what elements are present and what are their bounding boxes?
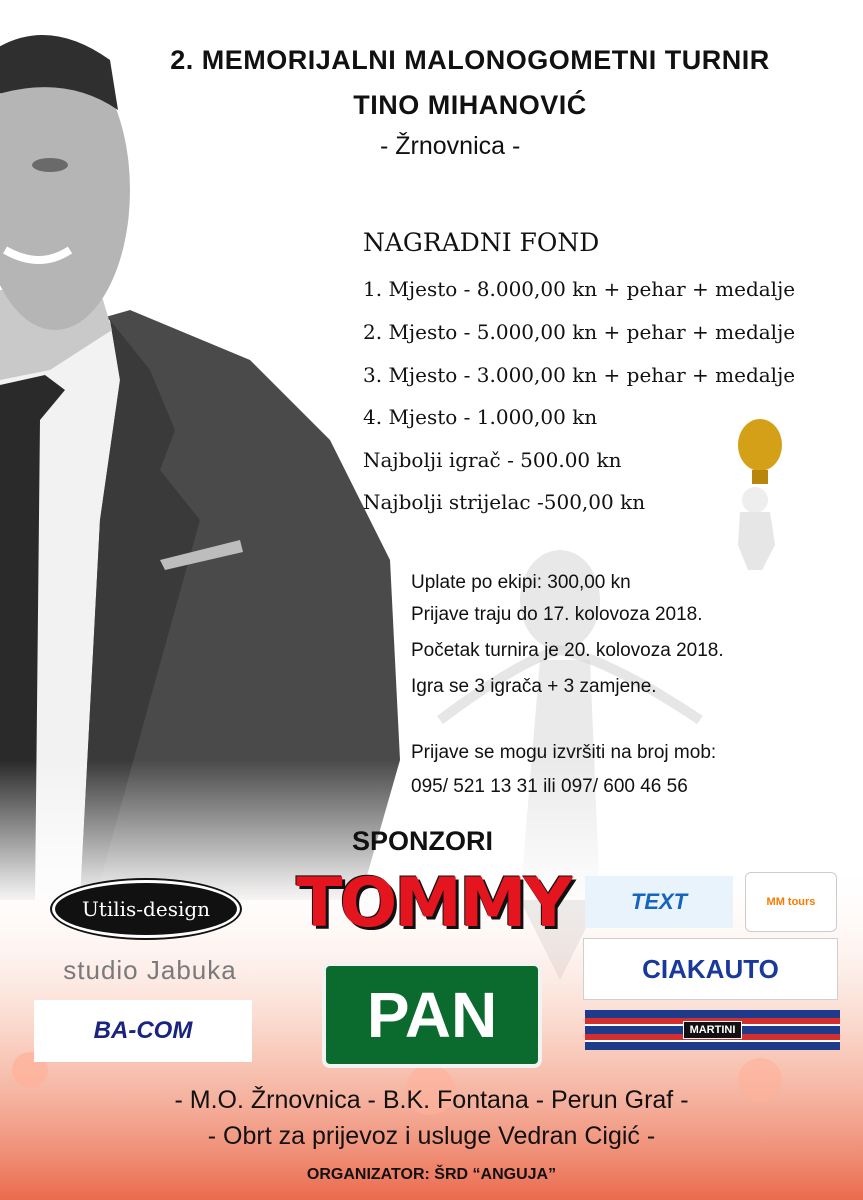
organizer: ORGANIZATOR: ŠRD “ANGUJA” — [306, 1166, 557, 1183]
info-line: Prijave traju do 17. kolovoza 2018. — [411, 604, 703, 625]
utilis-design-logo: Utilis-design — [52, 880, 240, 938]
prize-fund-heading: NAGRADNI FOND — [363, 228, 600, 257]
tournament-title: 2. MEMORIJALNI MALONOGOMETNI TURNIR — [170, 45, 770, 75]
ciak-auto-logo: CIAKAUTO — [583, 938, 838, 1000]
martini-logo — [585, 1010, 840, 1050]
ba-com-logo: BA-COM — [34, 1000, 252, 1062]
footer-sponsors-line: - M.O. Žrnovnica - B.K. Fontana - Perun Graf - — [174, 1086, 689, 1114]
tournament-honoree: TINO MIHANOVIĆ — [353, 90, 587, 120]
martini-label: MARTINI — [683, 1021, 743, 1039]
tommy-logo: TOMMY — [296, 863, 570, 943]
info-line: Uplate po ekipi: 300,00 kn — [411, 572, 631, 593]
info-line: Igra se 3 igrača + 3 zamjene. — [411, 676, 657, 697]
pan-beer-logo: PAN — [322, 962, 542, 1068]
footer-sponsors-line: - Obrt za prijevoz i usluge Vedran Cigić - — [207, 1122, 656, 1150]
tournament-location: - Žrnovnica - — [380, 132, 521, 160]
mm-tours-logo: MM tours — [745, 872, 837, 932]
studio-jabuka-logo: studio Jabuka — [63, 954, 237, 985]
prize-item: 1. Mjesto - 8.000,00 kn + pehar + medalje — [363, 277, 796, 301]
prize-item: 4. Mjesto - 1.000,00 kn — [363, 405, 598, 429]
sponsors-heading: SPONZORI — [352, 826, 494, 856]
prize-item: 2. Mjesto - 5.000,00 kn + pehar + medalje — [363, 320, 796, 344]
prize-item: 3. Mjesto - 3.000,00 kn + pehar + medalje — [363, 363, 796, 387]
contact-line: Prijave se mogu izvršiti na broj mob: — [411, 742, 717, 763]
info-line: Početak turnira je 20. kolovoza 2018. — [411, 640, 724, 661]
prize-item: Najbolji strijelac -500,00 kn — [363, 490, 646, 514]
text-logo: TEXT — [585, 876, 733, 928]
prize-item: Najbolji igrač - 500.00 kn — [363, 448, 622, 472]
contact-phone: 095/ 521 13 31 ili 097/ 600 46 56 — [411, 776, 688, 797]
